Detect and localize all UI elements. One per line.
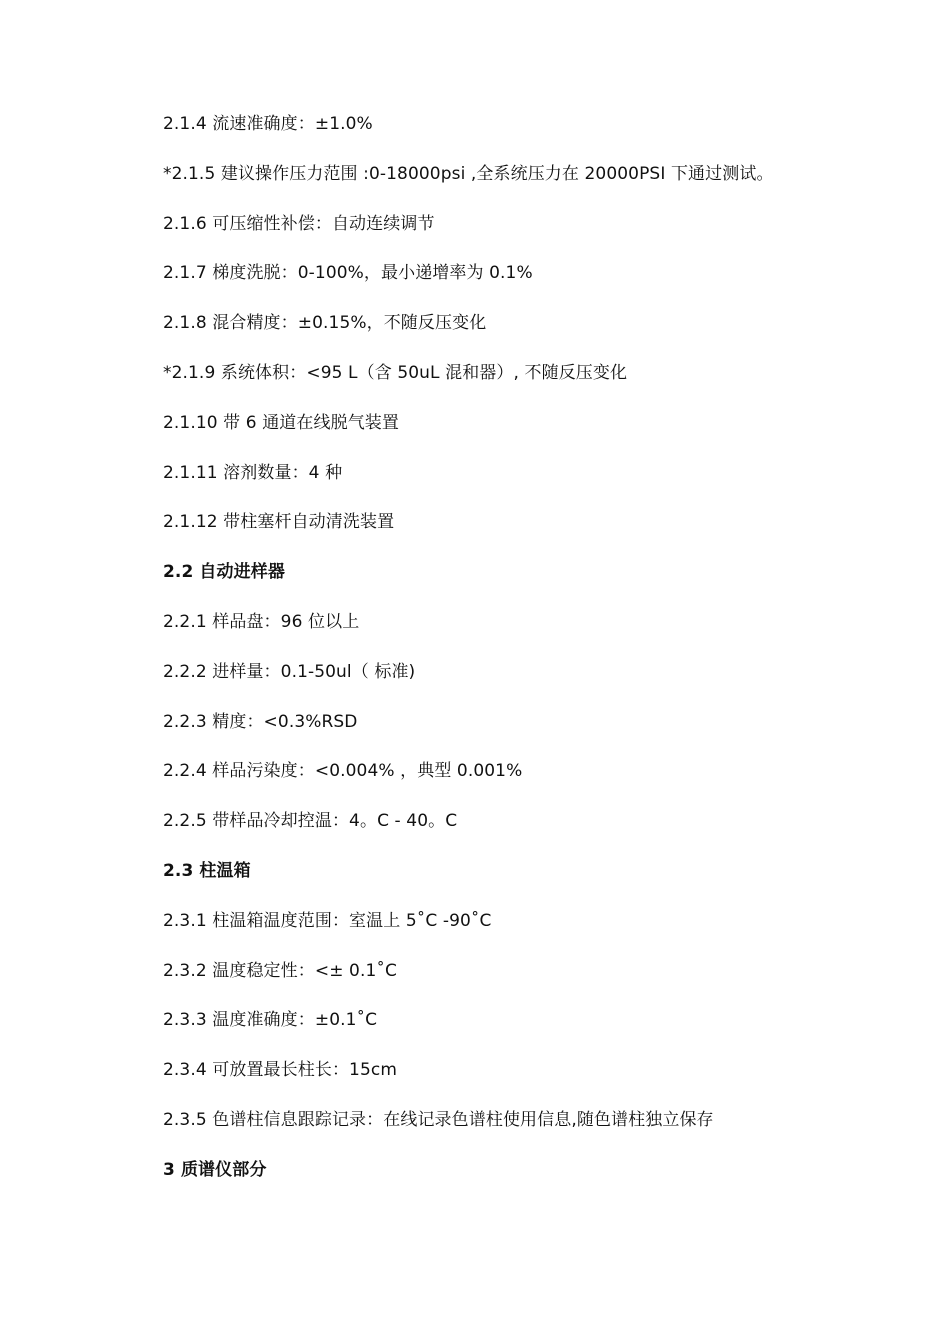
spec-line-2-1-9: *2.1.9 系统体积：<95 L（含 50uL 混和器）, 不随反压变化 (163, 362, 628, 383)
spec-line-2-1-6: 2.1.6 可压缩性补偿：自动连续调节 (163, 213, 435, 234)
spec-line-2-3-2: 2.3.2 温度稳定性：<± 0.1˚C (163, 960, 397, 981)
spec-line-2-2-4: 2.2.4 样品污染度：<0.004% ，典型 0.001% (163, 761, 523, 782)
section-heading-2-2: 2.2 自动进样器 (163, 562, 285, 583)
spec-line-2-3-4: 2.3.4 可放置最长柱长：15cm (163, 1060, 397, 1081)
spec-line-2-3-5: 2.3.5 色谱柱信息跟踪记录：在线记录色谱柱使用信息,随色谱柱独立保存 (163, 1109, 714, 1130)
section-heading-3: 3 质谱仪部分 (163, 1159, 267, 1180)
spec-line-2-2-5: 2.2.5 带样品冷却控温：4。C - 40。C (163, 811, 458, 832)
spec-line-2-1-8: 2.1.8 混合精度：±0.15%，不随反压变化 (163, 313, 487, 334)
spec-line-2-2-1: 2.2.1 样品盘：96 位以上 (163, 611, 360, 632)
section-heading-2-3: 2.3 柱温箱 (163, 860, 251, 881)
spec-line-2-1-4: 2.1.4 流速准确度：±1.0% (163, 114, 373, 134)
spec-line-2-3-1: 2.3.1 柱温箱温度范围：室温上 5˚C -90˚C (163, 910, 492, 931)
spec-line-2-1-11: 2.1.11 溶剂数量：4 种 (163, 462, 343, 483)
spec-line-2-3-3: 2.3.3 温度准确度：±0.1˚C (163, 1010, 378, 1031)
spec-line-2-1-12: 2.1.12 带柱塞杆自动清洗装置 (163, 512, 395, 533)
spec-line-2-1-5: *2.1.5 建议操作压力范围 :0-18000psi ,全系统压力在 20000PSI 下通过测试。 (163, 163, 774, 184)
spec-line-2-2-3: 2.2.3 精度：<0.3%RSD (163, 711, 358, 732)
spec-line-2-2-2: 2.2.2 进样量：0.1-50ul（ 标准) (163, 661, 416, 682)
spec-line-2-1-10: 2.1.10 带 6 通道在线脱气装置 (163, 412, 399, 433)
spec-line-2-1-7: 2.1.7 梯度洗脱：0-100%，最小递增率为 0.1% (163, 263, 533, 284)
spec-list (163, 112, 933, 1208)
